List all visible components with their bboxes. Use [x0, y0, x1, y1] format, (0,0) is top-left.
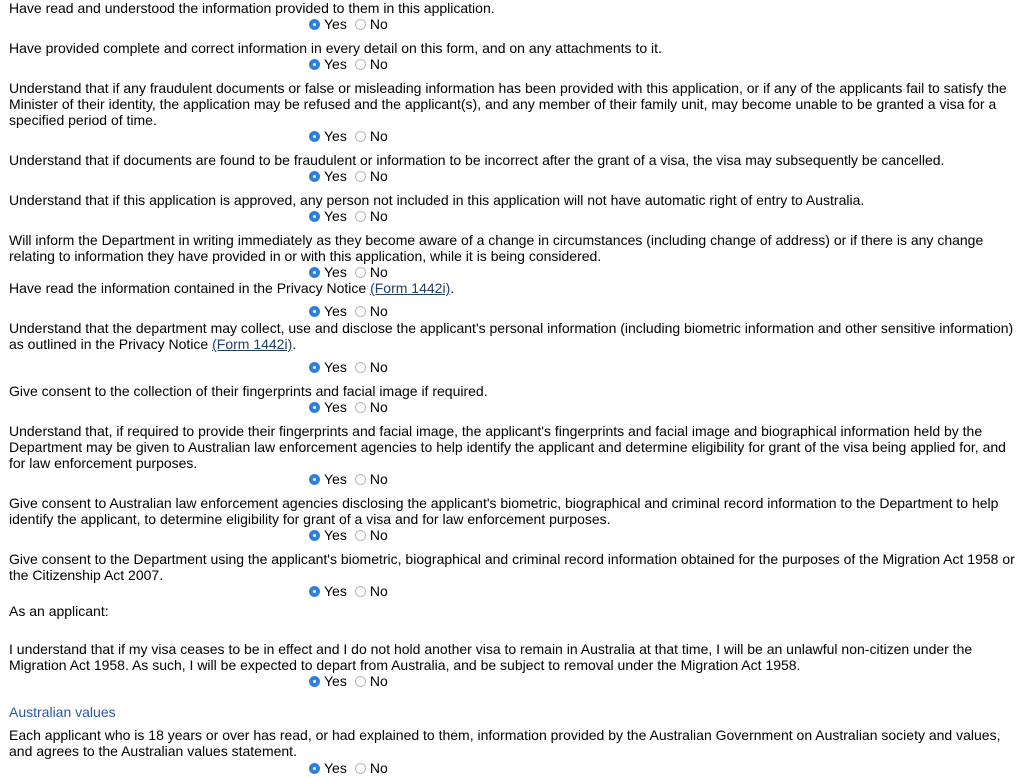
- question-text: Understand that if any fraudulent documents or false or misleading information has been provided with this application, or if any of the applicants fail to satisfy the Minister of their identity, the application may be refused and the applicant(s), and any member of their family unit, may become unable to be granted a visa for a specified period of time.: [9, 80, 1007, 128]
- as-an-applicant-label: [9, 603, 1016, 619]
- radio-unchecked-icon[interactable]: [355, 131, 366, 142]
- question-text: Have read and understood the information provided to them in this application.: [9, 0, 495, 16]
- question-fraudulent-documents: [9, 80, 1016, 128]
- yes-label: Yes: [324, 208, 347, 224]
- answer-radio-group: [309, 673, 388, 689]
- radio-checked-icon[interactable]: [309, 362, 320, 373]
- yes-label: Yes: [324, 760, 347, 776]
- no-label: No: [369, 760, 388, 776]
- question-text: Give consent to the Department using the applicant's biometric, biographical and criminal record information obtained for the purposes of the Migration Act 1958 or the Citizenship Act 2007.: [9, 551, 1015, 583]
- australian-values-heading: Australian values: [9, 704, 116, 720]
- question-collect-use-disclose: [9, 320, 1016, 352]
- yes-label: Yes: [324, 56, 347, 72]
- no-label: No: [369, 16, 388, 32]
- no-label: No: [369, 359, 388, 375]
- answer-radio-group: [309, 359, 388, 375]
- question-right-of-entry: [9, 192, 1016, 208]
- answer-radio-group: [309, 303, 388, 319]
- question-text-line: [9, 280, 1016, 296]
- no-radio-option[interactable]: [355, 208, 388, 224]
- no-label: No: [369, 56, 388, 72]
- radio-checked-icon[interactable]: [309, 586, 320, 597]
- radio-unchecked-icon[interactable]: [355, 211, 366, 222]
- no-radio-option[interactable]: [355, 471, 388, 487]
- no-radio-option[interactable]: [355, 399, 388, 415]
- radio-checked-icon[interactable]: [309, 676, 320, 687]
- question-suffix: .: [292, 336, 297, 352]
- no-radio-option[interactable]: [355, 673, 388, 689]
- radio-unchecked-icon[interactable]: [355, 306, 366, 317]
- no-label: No: [369, 673, 388, 689]
- no-label: No: [369, 168, 388, 184]
- yes-radio-option[interactable]: [309, 264, 347, 280]
- yes-radio-option[interactable]: [309, 760, 347, 776]
- radio-unchecked-icon[interactable]: [355, 530, 366, 541]
- answer-radio-group: [309, 16, 388, 32]
- question-suffix: .: [450, 280, 455, 296]
- question-australian-values: [9, 727, 1016, 759]
- privacy-notice-link[interactable]: (Form 1442i): [370, 280, 451, 296]
- radio-checked-icon[interactable]: [309, 306, 320, 317]
- question-text: Give consent to Australian law enforcement agencies disclosing the applicant's biometric, biographical and criminal record information to the Department to help identify the applicant, to determine eligibility for grant of a visa and for law enforcement purposes.: [9, 495, 999, 527]
- no-radio-option[interactable]: [355, 760, 388, 776]
- question-unlawful-non-citizen: [9, 641, 1016, 673]
- no-radio-option[interactable]: [355, 16, 388, 32]
- yes-label: Yes: [324, 673, 347, 689]
- yes-label: Yes: [324, 583, 347, 599]
- no-label: No: [369, 128, 388, 144]
- yes-label: Yes: [324, 527, 347, 543]
- no-label: No: [369, 208, 388, 224]
- radio-checked-icon[interactable]: [309, 59, 320, 70]
- question-text: Will inform the Department in writing immediately as they become aware of a change in circumstances (including change of address) or if there is any change relating to information they have provided in or with this application, while it is being considered.: [9, 232, 984, 264]
- yes-radio-option[interactable]: [309, 359, 347, 375]
- yes-label: Yes: [324, 16, 347, 32]
- question-complete-correct: [9, 40, 1016, 56]
- radio-unchecked-icon[interactable]: [355, 267, 366, 278]
- question-text: Understand that if this application is approved, any person not included in this application will not have automatic right of entry to Australia.: [9, 192, 865, 208]
- question-text-line: [9, 320, 1016, 352]
- radio-unchecked-icon[interactable]: [355, 763, 366, 774]
- yes-label: Yes: [324, 471, 347, 487]
- radio-checked-icon[interactable]: [309, 530, 320, 541]
- yes-label: Yes: [324, 168, 347, 184]
- question-text: Understand that, if required to provide their fingerprints and facial image, the applicant's fingerprints and facial image and biographical information held by the Department may be given to Australian law enforcement agencies to help identify the applicant and determine eligibility for grant of the visa being applied for, and for law enforcement purposes.: [9, 423, 1006, 471]
- question-agencies-disclosing: [9, 495, 1016, 527]
- question-text: Each applicant who is 18 years or over has read, or had explained to them, information provided by the Australian Government on Australian society and values, and agrees to the Australian values statement.: [9, 727, 1001, 759]
- radio-checked-icon[interactable]: [309, 171, 320, 182]
- yes-label: Yes: [324, 303, 347, 319]
- question-text: I understand that if my visa ceases to be in effect and I do not hold another visa to remain in Australia at that time, I will be an unlawful non-citizen under the Migration Act 1958. As such, I will be expected to depart from Australia, and be subject to removal under the Migration Act 1958.: [9, 641, 973, 673]
- question-privacy-notice: [9, 280, 1016, 296]
- yes-radio-option[interactable]: [309, 673, 347, 689]
- yes-radio-option[interactable]: [309, 527, 347, 543]
- yes-label: Yes: [324, 359, 347, 375]
- answer-radio-group: [309, 471, 388, 487]
- radio-unchecked-icon[interactable]: [355, 676, 366, 687]
- radio-unchecked-icon[interactable]: [355, 19, 366, 30]
- yes-radio-option[interactable]: [309, 128, 347, 144]
- yes-radio-option[interactable]: [309, 583, 347, 599]
- question-text: Understand that the department may collect, use and disclose the applicant's personal information (including biometric information and other sensitive information) as outlined in the Privacy Notice: [9, 320, 1014, 352]
- no-label: No: [369, 303, 388, 319]
- privacy-notice-link[interactable]: (Form 1442i): [212, 336, 293, 352]
- yes-radio-option[interactable]: [309, 168, 347, 184]
- no-radio-option[interactable]: [355, 527, 388, 543]
- yes-label: Yes: [324, 399, 347, 415]
- yes-radio-option[interactable]: [309, 471, 347, 487]
- radio-checked-icon[interactable]: [309, 211, 320, 222]
- answer-radio-group: [309, 168, 388, 184]
- no-radio-option[interactable]: [355, 303, 388, 319]
- no-radio-option[interactable]: [355, 168, 388, 184]
- radio-unchecked-icon[interactable]: [355, 59, 366, 70]
- no-radio-option[interactable]: [355, 583, 388, 599]
- radio-unchecked-icon[interactable]: [355, 171, 366, 182]
- no-radio-option[interactable]: [355, 56, 388, 72]
- question-fingerprints-consent: [9, 383, 1016, 399]
- yes-radio-option[interactable]: [309, 56, 347, 72]
- answer-radio-group: [309, 760, 388, 776]
- question-text: Give consent to the collection of their fingerprints and facial image if required.: [9, 383, 488, 399]
- question-change-in-circumstances: [9, 232, 1016, 264]
- no-label: No: [369, 399, 388, 415]
- question-text: Understand that if documents are found to be fraudulent or information to be incorrect after the grant of a visa, the visa may subsequently be cancelled.: [9, 152, 945, 168]
- question-read-understood: [9, 0, 1016, 16]
- no-label: No: [369, 527, 388, 543]
- no-radio-option[interactable]: [355, 359, 388, 375]
- answer-radio-group: [309, 583, 388, 599]
- no-radio-option[interactable]: [355, 264, 388, 280]
- answer-radio-group: [309, 128, 388, 144]
- answer-radio-group: [309, 399, 388, 415]
- question-law-enforcement-sharing: [9, 423, 1016, 471]
- radio-checked-icon[interactable]: [309, 474, 320, 485]
- answer-radio-group: [309, 208, 388, 224]
- yes-label: Yes: [324, 264, 347, 280]
- radio-checked-icon[interactable]: [309, 131, 320, 142]
- no-radio-option[interactable]: [355, 128, 388, 144]
- radio-checked-icon[interactable]: [309, 19, 320, 30]
- radio-unchecked-icon[interactable]: [355, 586, 366, 597]
- yes-radio-option[interactable]: [309, 303, 347, 319]
- yes-radio-option[interactable]: [309, 16, 347, 32]
- answer-radio-group: [309, 56, 388, 72]
- no-label: No: [369, 264, 388, 280]
- no-label: No: [369, 583, 388, 599]
- yes-label: Yes: [324, 128, 347, 144]
- question-visa-cancelled: [9, 152, 1016, 168]
- answer-radio-group: [309, 527, 388, 543]
- question-text: Have provided complete and correct information in every detail on this form, and on any attachments to it.: [9, 40, 662, 56]
- yes-radio-option[interactable]: [309, 208, 347, 224]
- radio-checked-icon[interactable]: [309, 267, 320, 278]
- question-text: As an applicant:: [9, 603, 109, 619]
- question-department-using-info: [9, 551, 1016, 583]
- radio-unchecked-icon[interactable]: [355, 474, 366, 485]
- radio-unchecked-icon[interactable]: [355, 362, 366, 373]
- yes-radio-option[interactable]: [309, 399, 347, 415]
- radio-checked-icon[interactable]: [309, 402, 320, 413]
- no-label: No: [369, 471, 388, 487]
- question-text: Have read the information contained in the Privacy Notice: [9, 280, 371, 296]
- radio-unchecked-icon[interactable]: [355, 402, 366, 413]
- radio-checked-icon[interactable]: [309, 763, 320, 774]
- answer-radio-group: [309, 264, 388, 280]
